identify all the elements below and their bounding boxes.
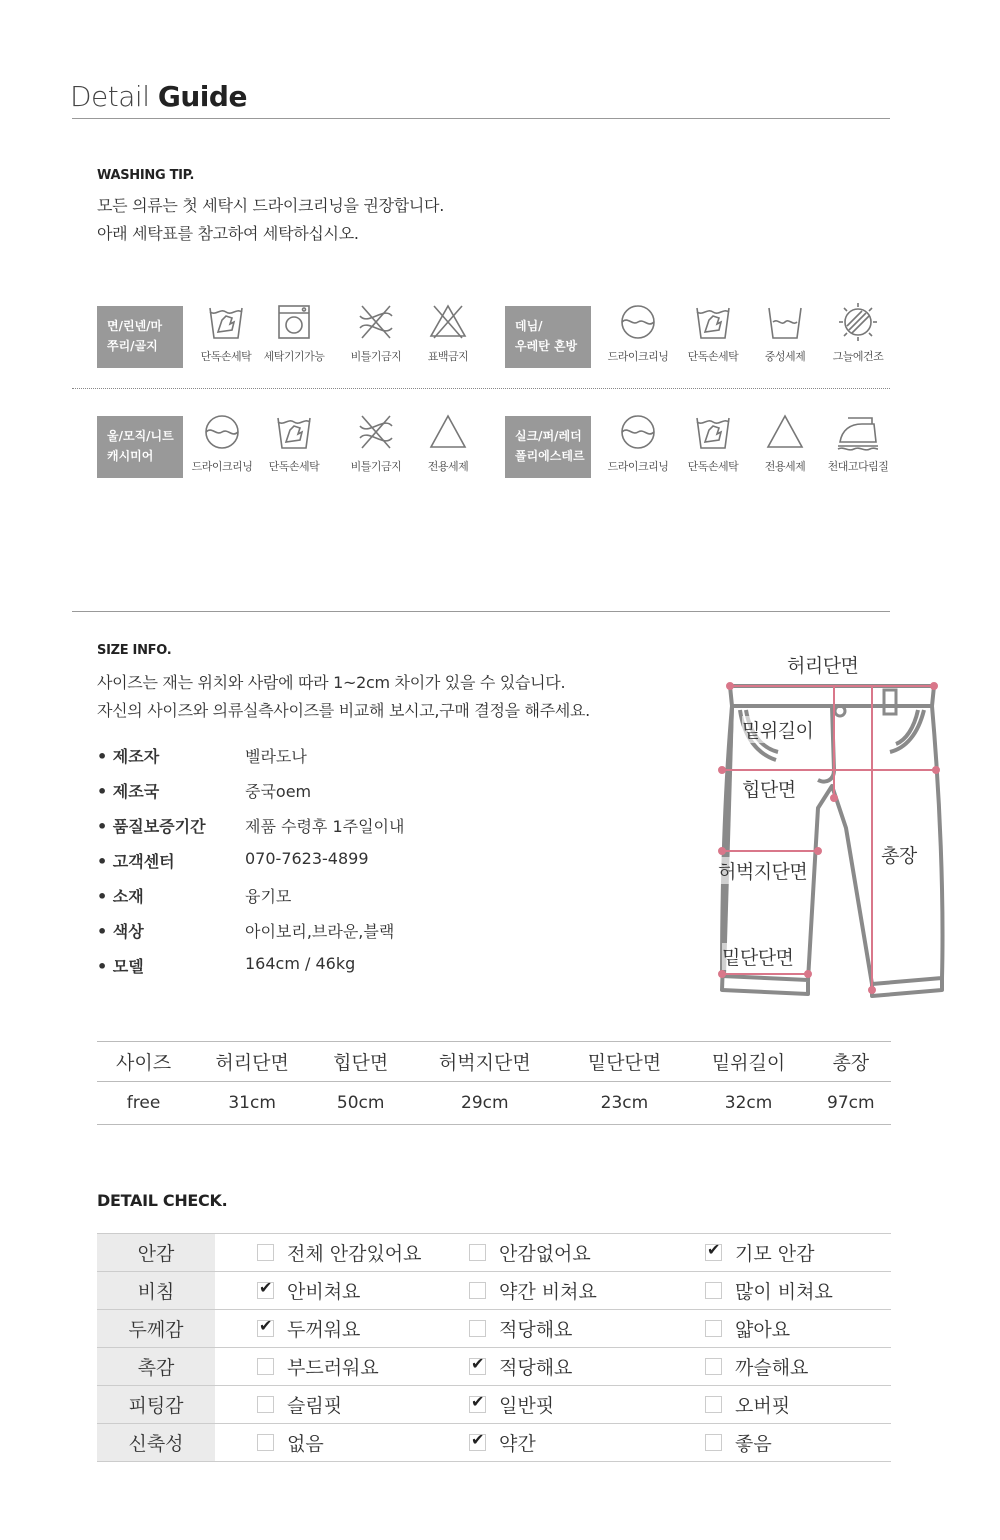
- wash-symbol-label: 비틀기금지: [350, 350, 402, 363]
- check-option-label: 많이 비쳐요: [735, 1281, 833, 1303]
- check-row-head: 두께감: [97, 1310, 215, 1348]
- no-bleach-icon: [408, 302, 488, 342]
- check-option: [663, 1234, 891, 1272]
- detail-check-body: [97, 1234, 891, 1462]
- size-cell: 50cm: [314, 1082, 407, 1125]
- check-option-label: 없음: [287, 1433, 324, 1455]
- check-row-head: 비침: [97, 1272, 215, 1310]
- no-wring-icon: [336, 302, 416, 342]
- wash-symbol: [408, 302, 488, 364]
- fabric-group-name-1: 데님/: [515, 319, 543, 333]
- check-option: [427, 1348, 663, 1386]
- check-row: [97, 1272, 891, 1310]
- dry-clean-icon: [182, 412, 262, 452]
- fabric-group-name-1: 실크/퍼/레더: [515, 429, 582, 443]
- wash-symbol-label: 드라이크리닝: [607, 460, 669, 473]
- size-column-header: 사이즈: [97, 1042, 190, 1082]
- check-option-label: 적당해요: [499, 1357, 573, 1379]
- diagram-rise-label: 밑위길이: [742, 716, 813, 743]
- wash-symbol-label: 전용세제: [427, 460, 469, 473]
- size-column-header: 허리단면: [190, 1042, 314, 1082]
- size-column-header: 힙단면: [314, 1042, 407, 1082]
- fabric-group-label: [97, 416, 183, 478]
- check-row: [97, 1310, 891, 1348]
- diagram-waist-label: 허리단면: [787, 651, 858, 678]
- wash-symbol-label: 천대고다림질: [827, 460, 889, 473]
- spec-key: • 색상: [97, 922, 144, 941]
- wash-symbol-label: 그늘에건조: [832, 350, 884, 363]
- spec-value: 아이보리,브라운,블랙: [245, 922, 395, 941]
- check-option-label: 적당해요: [499, 1319, 573, 1341]
- checked-box-icon: [257, 1282, 274, 1299]
- title-divider: [72, 118, 890, 119]
- check-option: [215, 1348, 427, 1386]
- check-option: [215, 1424, 427, 1462]
- checked-box-icon: [469, 1358, 486, 1375]
- check-option-label: 약간: [499, 1433, 536, 1455]
- dry-clean-icon: [598, 412, 678, 452]
- dry-clean-icon: [598, 302, 678, 342]
- checked-box-icon: [469, 1396, 486, 1413]
- hand-wash-icon: [254, 412, 334, 452]
- size-info-text: [97, 669, 590, 725]
- spec-row: [97, 849, 697, 879]
- fabric-group-label: [505, 306, 591, 368]
- wash-symbol: [598, 412, 678, 474]
- wash-symbol-label: 중성세제: [764, 350, 806, 363]
- page-title: [70, 80, 247, 113]
- check-option-label: 좋음: [735, 1433, 772, 1455]
- neutral-detergent-icon: [745, 302, 825, 342]
- check-option-label: 전체 안감있어요: [287, 1243, 422, 1265]
- fabric-group-name-2: 우레탄 혼방: [515, 339, 578, 353]
- size-table-header: [97, 1042, 891, 1082]
- unchecked-box-icon: [257, 1396, 274, 1413]
- spec-value: 070-7623-4899: [245, 849, 369, 868]
- washing-line-1: 모든 의류는 첫 세탁시 드라이크리닝을 권장합니다.: [97, 196, 444, 215]
- no-wring-icon: [336, 412, 416, 452]
- fabric-group-label: [97, 306, 183, 368]
- unchecked-box-icon: [469, 1244, 486, 1261]
- fabric-group-label: [505, 416, 591, 478]
- wash-symbol-label: 단독손세탁: [200, 350, 252, 363]
- wash-symbol-label: 단독손세탁: [268, 460, 320, 473]
- check-option: [427, 1386, 663, 1424]
- check-option-label: 안감없어요: [499, 1243, 591, 1265]
- size-column-header: 총장: [811, 1042, 891, 1082]
- title-light: Detail: [70, 80, 158, 113]
- diagram-length-label: 총장: [881, 841, 917, 868]
- size-table-body: [97, 1082, 891, 1125]
- size-cell: free: [97, 1082, 190, 1125]
- detergent-triangle-icon: [745, 412, 825, 452]
- check-option: [215, 1386, 427, 1424]
- washing-machine-icon: [254, 302, 334, 342]
- size-cell: 97cm: [811, 1082, 891, 1125]
- wash-symbol: [182, 412, 262, 474]
- unchecked-box-icon: [705, 1434, 722, 1451]
- spec-value: 벨라도나: [245, 747, 307, 766]
- check-option: [663, 1348, 891, 1386]
- checked-box-icon: [469, 1434, 486, 1451]
- wash-symbol: [745, 302, 825, 364]
- section-divider: [72, 611, 890, 612]
- check-row: [97, 1234, 891, 1272]
- unchecked-box-icon: [257, 1434, 274, 1451]
- title-bold: Guide: [157, 80, 247, 113]
- unchecked-box-icon: [705, 1358, 722, 1375]
- check-option: [427, 1424, 663, 1462]
- spec-row: [97, 744, 697, 774]
- diagram-thigh-label: 허벅지단면: [718, 857, 807, 884]
- wash-symbol: [818, 412, 898, 474]
- spec-key: • 고객센터: [97, 852, 175, 871]
- fabric-group-name-1: 면/린넨/마: [107, 319, 163, 333]
- unchecked-box-icon: [705, 1396, 722, 1413]
- check-row: [97, 1424, 891, 1462]
- check-row-head: 피팅감: [97, 1386, 215, 1424]
- spec-row: [97, 884, 697, 914]
- size-info-label: SIZE INFO.: [97, 643, 172, 658]
- check-option: [427, 1310, 663, 1348]
- detail-check-label: DETAIL CHECK.: [97, 1191, 228, 1210]
- check-option-label: 부드러워요: [287, 1357, 379, 1379]
- wash-symbol-label: 표백금지: [427, 350, 469, 363]
- wash-symbol-label: 단독손세탁: [687, 460, 739, 473]
- spec-value: 제품 수령후 1주일이내: [245, 817, 405, 836]
- spec-key: • 제조국: [97, 782, 160, 801]
- check-option-label: 기모 안감: [735, 1243, 815, 1265]
- fabric-group-name-2: 쭈리/골지: [107, 339, 158, 353]
- size-cell: 31cm: [190, 1082, 314, 1125]
- check-row-head: 안감: [97, 1234, 215, 1272]
- check-row: [97, 1348, 891, 1386]
- checked-box-icon: [705, 1244, 722, 1261]
- wash-symbol: [598, 302, 678, 364]
- washing-tip-text: [97, 192, 444, 248]
- wash-symbol: [673, 412, 753, 474]
- spec-value: 164cm / 46kg: [245, 954, 356, 973]
- size-cell: 29cm: [407, 1082, 562, 1125]
- spec-key: • 모델: [97, 957, 144, 976]
- size-table-row: [97, 1082, 891, 1125]
- wash-symbol: [336, 302, 416, 364]
- detail-check-table: [97, 1233, 891, 1462]
- hand-wash-icon: [673, 412, 753, 452]
- check-option: [215, 1310, 427, 1348]
- unchecked-box-icon: [257, 1358, 274, 1375]
- size-column-header: 허벅지단면: [407, 1042, 562, 1082]
- hand-wash-icon: [673, 302, 753, 342]
- size-cell: 32cm: [686, 1082, 810, 1125]
- detergent-triangle-icon: [408, 412, 488, 452]
- wash-symbol: [745, 412, 825, 474]
- shade-dry-icon: [818, 302, 898, 342]
- size-column-header: 밑단단면: [562, 1042, 686, 1082]
- wash-symbol: [254, 302, 334, 364]
- check-option: [663, 1386, 891, 1424]
- spec-row: [97, 814, 697, 844]
- check-option: [663, 1424, 891, 1462]
- wash-symbol-label: 드라이크리닝: [607, 350, 669, 363]
- wash-symbol: [673, 302, 753, 364]
- spec-value: 융기모: [245, 887, 292, 906]
- unchecked-box-icon: [257, 1244, 274, 1261]
- size-table: [97, 1041, 891, 1125]
- wash-symbol: [408, 412, 488, 474]
- spec-row: [97, 954, 697, 984]
- wash-symbol-label: 비틀기금지: [350, 460, 402, 473]
- washing-line-2: 아래 세탁표를 참고하여 세탁하십시오.: [97, 224, 359, 243]
- check-option-label: 일반핏: [499, 1395, 555, 1417]
- wash-symbol-label: 세탁기기가능: [263, 350, 325, 363]
- check-option: [663, 1310, 891, 1348]
- check-row: [97, 1386, 891, 1424]
- wash-symbol-label: 단독손세탁: [687, 350, 739, 363]
- wash-symbol: [254, 412, 334, 474]
- unchecked-box-icon: [469, 1282, 486, 1299]
- fabric-group-name-2: 캐시미어: [107, 449, 154, 463]
- check-option-label: 까슬해요: [735, 1357, 809, 1379]
- check-option: [427, 1272, 663, 1310]
- size-line-1: 사이즈는 재는 위치와 사람에 따라 1~2cm 차이가 있을 수 있습니다.: [97, 673, 566, 692]
- check-option: [215, 1234, 427, 1272]
- fabric-group-name-2: 폴리에스테르: [515, 449, 585, 463]
- wash-symbol: [818, 302, 898, 364]
- check-option-label: 안비쳐요: [287, 1281, 361, 1303]
- check-option-label: 오버핏: [735, 1395, 791, 1417]
- check-row-head: 촉감: [97, 1348, 215, 1386]
- spec-key: • 소재: [97, 887, 144, 906]
- size-line-2: 자신의 사이즈와 의류실측사이즈를 비교해 보시고,구매 결정을 해주세요.: [97, 701, 590, 720]
- check-option-label: 슬림핏: [287, 1395, 343, 1417]
- checked-box-icon: [257, 1320, 274, 1337]
- unchecked-box-icon: [469, 1320, 486, 1337]
- washing-tip-label: WASHING TIP.: [97, 168, 195, 183]
- check-option: [215, 1272, 427, 1310]
- check-option: [427, 1234, 663, 1272]
- check-row-head: 신축성: [97, 1424, 215, 1462]
- spec-row: [97, 779, 697, 809]
- spec-key: • 제조자: [97, 747, 160, 766]
- check-option-label: 약간 비쳐요: [499, 1281, 597, 1303]
- wash-symbol: [336, 412, 416, 474]
- washing-divider: [72, 388, 890, 389]
- unchecked-box-icon: [705, 1282, 722, 1299]
- wash-symbol-label: 전용세제: [764, 460, 806, 473]
- check-option-label: 두꺼워요: [287, 1319, 361, 1341]
- size-cell: 23cm: [562, 1082, 686, 1125]
- check-option: [663, 1272, 891, 1310]
- diagram-hip-label: 힙단면: [742, 775, 796, 802]
- iron-cloth-icon: [818, 412, 898, 452]
- check-option-label: 얇아요: [735, 1319, 791, 1341]
- fabric-group-name-1: 울/모직/니트: [107, 429, 174, 443]
- unchecked-box-icon: [705, 1320, 722, 1337]
- size-column-header: 밑위길이: [686, 1042, 810, 1082]
- diagram-hem-label: 밑단단면: [722, 943, 793, 970]
- wash-symbol-label: 드라이크리닝: [191, 460, 253, 473]
- spec-key: • 품질보증기간: [97, 817, 206, 836]
- spec-value: 중국oem: [245, 782, 312, 801]
- spec-row: [97, 919, 697, 949]
